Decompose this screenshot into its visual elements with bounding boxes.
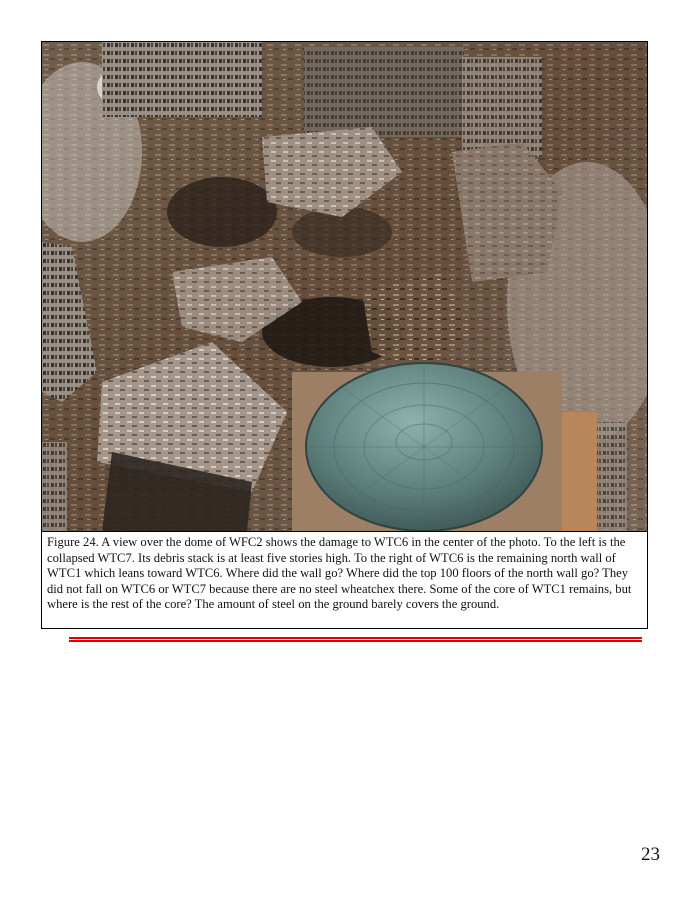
red-divider-rule	[69, 637, 642, 642]
figure-caption: Figure 24. A view over the dome of WFC2 shows the damage to WTC6 in the center of the photo. To the left is the collapsed WTC7. Its debris stack is at least five stories high. To the right of WTC6 is the remaining north wall of WTC1 which leans toward WTC6. Where did the wall go? Where did the top 100 floors of the north wall go? They did not fall on WTC6 or WTC7 because there are no steel wheatchex there. Some of the core of WTC1 remains, but where is the rest of the core? The amount of steel on the ground barely covers the ground.	[47, 535, 632, 612]
aerial-debris-photo-icon	[42, 42, 647, 531]
figure-frame	[41, 41, 648, 629]
page-number: 23	[641, 844, 660, 865]
aerial-photo	[42, 42, 647, 532]
